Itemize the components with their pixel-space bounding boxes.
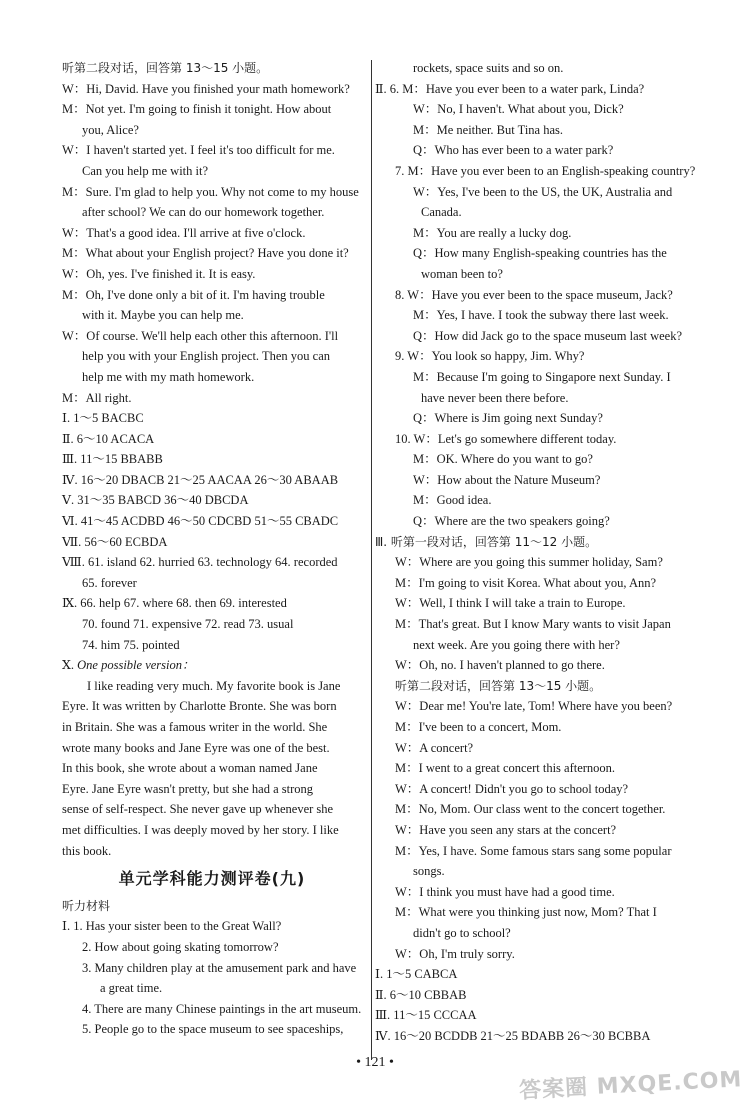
- text-line: 7. M：Have you ever been to an English-speaking country?: [395, 163, 696, 178]
- text-line: W：I think you must have had a good time.: [395, 884, 615, 899]
- text-line: Canada.: [421, 205, 462, 220]
- page-number: • 121 •: [356, 1055, 394, 1070]
- text-line: Ⅷ. 61. island 62. hurried 63. technology 64. recorded: [62, 555, 338, 570]
- text-line: Ⅴ. 31～35 BABCD 36～40 DBCDA: [62, 493, 249, 508]
- essay-text: [62, 676, 362, 861]
- text-line: Ⅲ. 11～15 BBABB: [62, 452, 163, 467]
- text-line: M：Because I'm going to Singapore next Sunday. I: [413, 369, 671, 384]
- text-line: M：I've been to a concert, Mom.: [395, 720, 562, 734]
- text-line: 听第二段对话，回答第 13～15 小题。: [395, 678, 602, 693]
- text-line: M：No, Mom. Our class went to the concert together.: [395, 802, 666, 817]
- text-line: M：All right.: [62, 390, 132, 405]
- text-line: Q：How many English-speaking countries has the: [413, 246, 667, 261]
- text-line: help me with my math homework.: [82, 369, 255, 384]
- text-line: M：Yes, I have. Some famous stars sang some popular: [395, 843, 672, 858]
- text-line: M：Me neither. But Tina has.: [413, 122, 564, 137]
- watermark-logo: 答案圈 MXQE.COM: [518, 1067, 743, 1104]
- text-line: next week. Are you going there with her?: [413, 637, 620, 652]
- text-line: Ⅳ. 16～20 BCDDB 21～25 BDABB 26～30 BCBBA: [375, 1028, 651, 1043]
- essay-line: wrote many books and Jane Eyre was one of the best.: [62, 740, 330, 755]
- essay-label: [62, 655, 362, 676]
- text-line: W：No, I haven't. What about you, Dick?: [413, 102, 624, 117]
- essay-line: In this book, she wrote about a woman named Jane: [62, 761, 318, 776]
- text-line: Ⅸ. 66. help 67. where 68. then 69. interested: [62, 596, 287, 611]
- text-line: W：How about the Nature Museum?: [413, 472, 601, 487]
- text-line: M：Good idea.: [413, 493, 492, 508]
- text-line: Ⅲ. 11～15 CCCAA: [375, 1008, 477, 1023]
- text-line: W：Oh, yes. I've finished it. It is easy.: [62, 266, 256, 281]
- text-line: rockets, space suits and so on.: [413, 61, 564, 75]
- section-title: 单元学科能力测评卷(九): [118, 869, 306, 889]
- text-line: Ⅰ. 1～5 CABCA: [375, 967, 458, 982]
- text-line: 听第二段对话，回答第 13～15 小题。: [62, 61, 269, 75]
- text-line: 70. found 71. expensive 72. read 73. usual: [82, 617, 294, 632]
- text-line: W：Oh, no. I haven't planned to go there.: [395, 658, 605, 673]
- text-line: Can you help me with it?: [82, 163, 209, 178]
- text-line: Ⅶ. 56～60 ECBDA: [62, 534, 168, 549]
- text-line: you, Alice?: [82, 122, 139, 137]
- text-line: M：Sure. I'm glad to help you. Why not come to my house: [62, 184, 359, 199]
- text-line: Ⅱ. 6. M：Have you ever been to a water park, Linda?: [375, 81, 645, 96]
- text-line: help you with your English project. Then you can: [82, 349, 330, 364]
- left-dialogue-and-answers: [62, 58, 362, 655]
- text-line: W：Of course. We'll help each other this afternoon. I'll: [62, 328, 339, 343]
- text-line: Ⅱ. 6～10 ACACA: [62, 431, 155, 446]
- text-line: Ⅳ. 16～20 DBACB 21～25 AACAA 26～30 ABAAB: [62, 472, 339, 487]
- text-line: Ⅰ. 1～5 BACBC: [62, 411, 144, 426]
- listening-label: 听力材料: [62, 898, 111, 913]
- text-line: W：Have you seen any stars at the concert?: [395, 822, 617, 837]
- essay-label-text: One possible version：: [77, 658, 195, 673]
- text-line: 4. There are many Chinese paintings in the art museum.: [82, 1001, 362, 1016]
- text-line: 8. W：Have you ever been to the space museum, Jack?: [395, 287, 673, 302]
- text-line: Ⅰ. 1. Has your sister been to the Great Wall?: [62, 919, 282, 934]
- text-line: M：Oh, I've done only a bit of it. I'm having trouble: [62, 287, 325, 302]
- text-line: 65. forever: [82, 575, 137, 590]
- text-line: M：What were you thinking just now, Mom? That I: [395, 905, 657, 920]
- essay-label-prefix: Ⅹ.: [62, 658, 78, 673]
- essay-line: this book.: [62, 843, 112, 858]
- text-line: Ⅱ. 6～10 CBBAB: [375, 987, 467, 1002]
- text-line: M：You are really a lucky dog.: [413, 225, 572, 240]
- text-line: M：I'm going to visit Korea. What about you, Ann?: [395, 575, 657, 590]
- left-column: [62, 58, 362, 1040]
- text-line: M：OK. Where do you want to go?: [413, 452, 593, 467]
- text-line: a great time.: [100, 981, 163, 996]
- essay-line: I like reading very much. My favorite book is Jane: [62, 678, 341, 693]
- text-line: didn't go to school?: [413, 925, 511, 940]
- text-line: W：A concert! Didn't you go to school today?: [395, 781, 629, 796]
- text-line: M：Not yet. I'm going to finish it tonight. How about: [62, 102, 332, 117]
- text-line: 9. W：You look so happy, Jim. Why?: [395, 349, 585, 364]
- text-line: have never been there before.: [421, 390, 569, 405]
- text-line: 10. W：Let's go somewhere different today.: [395, 431, 617, 446]
- right-column: [375, 58, 696, 1047]
- text-line: W：Well, I think I will take a train to Europe.: [395, 596, 626, 611]
- text-line: W：Yes, I've been to the US, the UK, Australia and: [413, 184, 673, 199]
- right-dialogue-and-answers: [375, 58, 696, 1047]
- text-line: woman been to?: [421, 266, 503, 281]
- text-line: 5. People go to the space museum to see spaceships,: [82, 1022, 344, 1037]
- essay-line: Eyre. Jane Eyre wasn't pretty, but she had a strong: [62, 781, 314, 796]
- essay-line: in Britain. She was a famous writer in the world. She: [62, 720, 328, 734]
- text-line: Q：Where are the two speakers going?: [413, 514, 610, 529]
- text-line: W：I haven't started yet. I feel it's too difficult for me.: [62, 143, 335, 158]
- text-line: songs.: [413, 864, 445, 879]
- text-line: W：Oh, I'm truly sorry.: [395, 946, 515, 961]
- text-line: 74. him 75. pointed: [82, 637, 180, 652]
- text-line: 3. Many children play at the amusement park and have: [82, 960, 357, 975]
- essay-line: Eyre. It was written by Charlotte Bronte. She was born: [62, 699, 337, 714]
- text-line: W：Hi, David. Have you finished your math homework?: [62, 81, 350, 96]
- essay-line: met difficulties. I was deeply moved by her story. I like: [62, 822, 339, 837]
- essay-line: sense of self-respect. She never gave up whenever she: [62, 802, 334, 817]
- text-line: M：That's great. But I know Mary wants to visit Japan: [395, 617, 671, 632]
- column-divider: [371, 60, 372, 1060]
- listening-material: [62, 916, 362, 1040]
- text-line: after school? We can do our homework together.: [82, 205, 325, 220]
- text-line: with it. Maybe you can help me.: [82, 308, 244, 323]
- text-line: Ⅲ. 听第一段对话，回答第 11～12 小题。: [375, 534, 598, 549]
- text-line: Q：Where is Jim going next Sunday?: [413, 411, 603, 426]
- text-line: W：A concert?: [395, 740, 474, 755]
- text-line: Ⅵ. 41～45 ACDBD 46～50 CDCBD 51～55 CBADC: [62, 514, 339, 529]
- text-line: Q：How did Jack go to the space museum last week?: [413, 328, 683, 343]
- text-line: W：Dear me! You're late, Tom! Where have you been?: [395, 699, 673, 714]
- text-line: M：Yes, I have. I took the subway there last week.: [413, 308, 669, 323]
- text-line: 2. How about going skating tomorrow?: [82, 939, 279, 954]
- text-line: W：That's a good idea. I'll arrive at five o'clock.: [62, 225, 306, 240]
- text-line: M：What about your English project? Have you done it?: [62, 246, 349, 261]
- text-line: M：I went to a great concert this afternoon.: [395, 761, 616, 776]
- text-line: W：Where are you going this summer holiday, Sam?: [395, 555, 663, 570]
- text-line: Q：Who has ever been to a water park?: [413, 143, 614, 158]
